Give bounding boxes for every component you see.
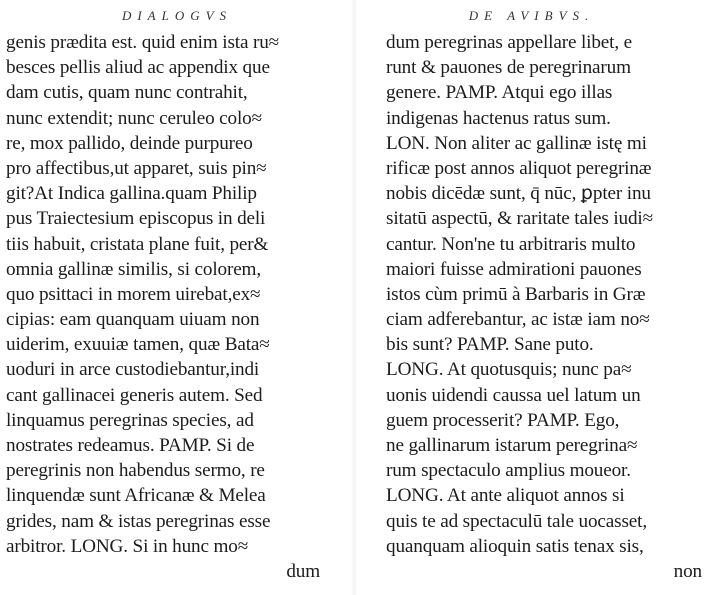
text-line: rum spectaculo amplius moueor. bbox=[386, 460, 631, 482]
text-line: cantur. Non'ne tu arbitraris multo bbox=[386, 233, 636, 255]
text-line: quo psittaci in morem uirebat,ex≈ bbox=[6, 283, 261, 305]
text-line: uonis uidendi caussa uel latum un bbox=[386, 384, 641, 406]
running-head-right: DE AVIBVS. bbox=[468, 8, 595, 23]
text-line: rificæ post annos aliquot peregrinæ bbox=[386, 157, 652, 179]
text-line: ciam adferebantur, ac istæ iam no≈ bbox=[386, 309, 650, 331]
text-line: pus Traiectesium episcopus in deli bbox=[6, 208, 266, 230]
text-line: genis prædita est. quid enim ista ru≈ bbox=[6, 32, 280, 53]
text-line: LONG. At quotusquis; nunc pa≈ bbox=[386, 359, 632, 381]
text-line: cant gallinacei generis autem. Sed bbox=[6, 384, 263, 406]
left-text-block bbox=[6, 30, 322, 584]
text-line: git?At Indica gallina.quam Philip bbox=[6, 183, 257, 205]
text-line: nobis dicēdæ sunt, q̄ nūc, ꝑpter inu bbox=[386, 183, 651, 205]
text-line: sitatū aspectū, & raritate tales iudi≈ bbox=[386, 208, 653, 230]
text-line: dam cutis, quam nunc contrahit, bbox=[6, 82, 248, 104]
text-line: maiori fuisse admirationi pauones bbox=[386, 258, 642, 280]
text-line: quanquam alioquin satis tenax sis, bbox=[386, 535, 644, 557]
text-line: LONG. At ante aliquot annos si bbox=[386, 485, 625, 507]
text-line: linquendæ sunt Africanæ & Melea bbox=[6, 485, 266, 507]
text-line: bis sunt? PAMP. Sane puto. bbox=[386, 334, 594, 356]
text-line: pro affectibus,ut apparet, suis pin≈ bbox=[6, 157, 267, 179]
left-page bbox=[0, 0, 354, 595]
text-line: cipias: eam quanquam uiuam non bbox=[6, 309, 260, 331]
text-line: non bbox=[673, 560, 702, 582]
text-line: arbitror. LONG. Si in hunc mo≈ bbox=[6, 535, 249, 557]
text-line: uiderim, exuuiæ tamen, quæ Bata≈ bbox=[6, 334, 270, 356]
running-head-left: DIALOGVS bbox=[121, 8, 233, 23]
text-line: tiis habuit, cristata plane fuit, per& bbox=[6, 233, 269, 255]
text-line: dum bbox=[286, 560, 320, 582]
text-line: besces pellis aliud ac appendix que bbox=[6, 57, 270, 79]
text-line: ne gallinarum istarum peregrina≈ bbox=[386, 435, 638, 456]
right-text-block bbox=[386, 30, 704, 584]
text-line: guem processerit? PAMP. Ego, bbox=[386, 409, 620, 431]
right-page bbox=[354, 0, 709, 595]
text-line: uoduri in arce custodiebantur,indi bbox=[6, 359, 260, 381]
text-line: linquamus peregrinas species, ad bbox=[6, 409, 254, 431]
text-line: quis te ad spectaculū tale uocasset, bbox=[386, 510, 647, 532]
text-line: peregrinis non habendus sermo, re bbox=[6, 460, 265, 482]
text-line: dum peregrinas appellare libet, e bbox=[386, 32, 632, 53]
text-line: LON. Non aliter ac gallinæ istę mi bbox=[386, 132, 647, 154]
text-line: runt & pauones de peregrinarum bbox=[386, 57, 631, 79]
text-line: genere. PAMP. Atqui ego illas bbox=[386, 82, 613, 104]
text-line: grides, nam & istas peregrinas esse bbox=[6, 510, 271, 532]
text-line: istos cùm primū à Barbaris in Græ bbox=[386, 283, 646, 305]
text-line: re, mox pallido, deinde purpureo bbox=[6, 132, 253, 154]
text-line: indigenas hactenus ratus sum. bbox=[386, 107, 611, 129]
text-line: nunc extendit; nunc ceruleo colo≈ bbox=[6, 107, 262, 129]
text-line: omnia gallinæ similis, si colorem, bbox=[6, 258, 261, 280]
text-line: nostrates redeamus. PAMP. Si de bbox=[6, 435, 255, 456]
